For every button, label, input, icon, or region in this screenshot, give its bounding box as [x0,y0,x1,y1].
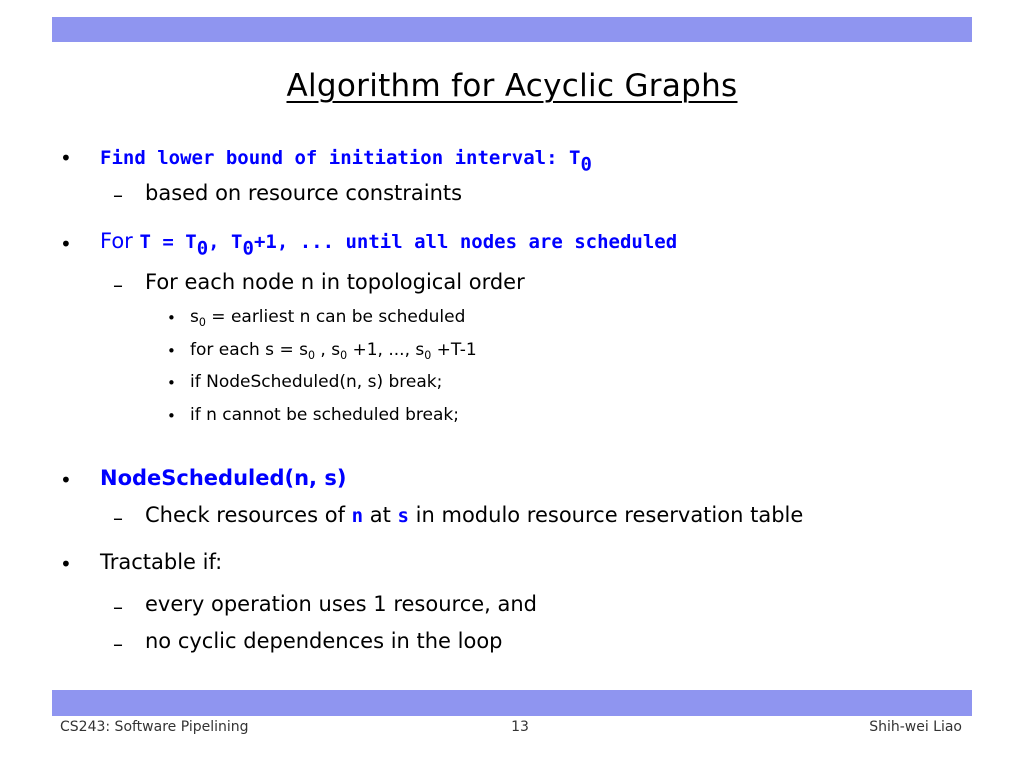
bullet-tractable-if: Tractable if: [100,550,223,574]
subsub-for-each-s: for each $s = s_0$ , $s_0 +1$, ..., $s_0 +T-1$ [190,340,477,362]
bottom-banner-bar [52,690,972,716]
footer-page-number: 13 [511,719,529,735]
dash-glyph: – [113,183,123,207]
subsub-cannot-schedule: if n cannot be scheduled break; [190,405,459,425]
bullet-glyph: • [60,146,72,170]
dash-glyph: – [113,506,123,530]
footer-author: Shih-wei Liao [869,719,962,735]
subsub-if-scheduled-break: if NodeScheduled(n, s) break; [190,372,443,392]
subpoint-one-resource: every operation uses 1 resource, and [145,592,538,616]
bullet-for-t-loop: For $T = T_0$, $T_0+1$, ... until all nodes are scheduled [100,229,678,260]
bullet-find-lower-bound: Find lower bound of initiation interval: $T_0$ [100,147,592,176]
slide-title: Algorithm for Acyclic Graphs [286,68,738,104]
subsub-earliest: $s_0$ = earliest n can be scheduled [190,307,466,329]
subpoint-each-node: For each node n in topological order [145,270,525,294]
bullet-glyph: • [60,552,72,576]
bullet-glyph: • [167,342,176,360]
bullet-glyph: • [167,374,176,392]
bullet-glyph: • [60,468,72,492]
subpoint-no-cyclic: no cyclic dependences in the loop [145,629,503,653]
bullet-glyph: • [167,407,176,425]
dash-glyph: – [113,273,123,297]
dash-glyph: – [113,632,123,656]
footer-course: CS243: Software Pipelining [60,719,249,735]
dash-glyph: – [113,595,123,619]
subpoint-check-resources: Check resources of n at s in modulo resource reservation table [145,503,804,527]
top-banner-bar [52,17,972,42]
bullet-glyph: • [167,309,176,327]
subpoint-resource-constraints: based on resource constraints [145,181,463,205]
bullet-nodescheduled: NodeScheduled(n, s) [100,466,347,490]
bullet-glyph: • [60,232,72,256]
